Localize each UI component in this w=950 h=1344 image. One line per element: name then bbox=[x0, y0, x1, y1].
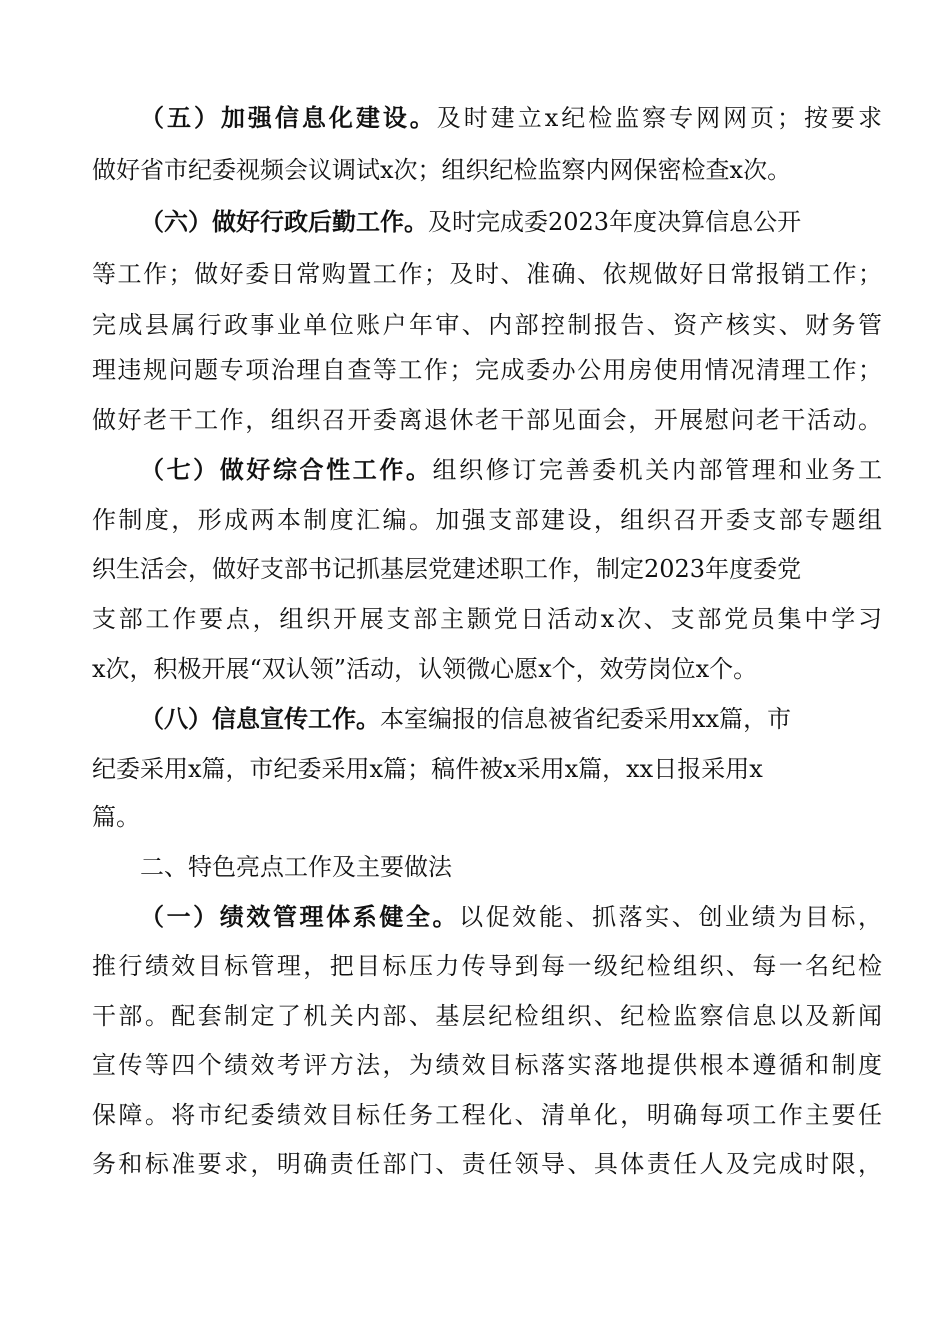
section-7-line-3: 织生活会，做好支部书记抓基层党建述职工作，制定2023年度委党 bbox=[92, 555, 802, 583]
section-8-line-2: 纪委采用x篇，市纪委采用x篇；稿件被x采用x篇，xx日报采用x bbox=[92, 755, 763, 783]
section-7-line-5: x次，积极开展“双认领”活动，认领微心愿x个，效劳岗位x个。 bbox=[92, 655, 758, 683]
section-1-text: 以促效能、抓落实、创业绩为目标， bbox=[459, 903, 882, 931]
section-1-heading: （一）绩效管理体系健全。 bbox=[140, 903, 460, 931]
section-6-line-1 bbox=[140, 207, 882, 237]
section-1-line-5: 保障。将市纪委绩效目标任务工程化、清单化，明确每项工作主要任 bbox=[92, 1101, 882, 1129]
section-6-text: 及时完成委2023年度决算信息公开 bbox=[428, 208, 802, 236]
section-1-line-4: 宣传等四个绩效考评方法，为绩效目标落实落地提供根本遵循和制度 bbox=[92, 1051, 882, 1079]
section-7-line-4: 支部工作要点，组织开展支部主颢党日活动x次、支部党员集中学习 bbox=[92, 605, 882, 633]
section-6-line-2: 等工作；做好委日常购置工作；及时、准确、依规做好日常报销工作； bbox=[92, 260, 882, 288]
section-6-heading: （六）做好行政后勤工作。 bbox=[140, 208, 428, 236]
section-8-text: 本室编报的信息被省纪委采用xx篇，市 bbox=[380, 705, 792, 733]
section-8-line-3: 篇。 bbox=[92, 803, 140, 831]
section-1-line-1 bbox=[140, 902, 882, 932]
section-7-line-2: 作制度，形成两本制度汇编。加强支部建设，组织召开委支部专题组 bbox=[92, 506, 882, 534]
section-5-line-2: 做好省市纪委视频会议调试x次；组织纪检监察内网保密检查x次。 bbox=[92, 156, 792, 184]
section-5-heading: （五）加强信息化建设。 bbox=[140, 104, 437, 132]
part-2-title: 二、特色亮点工作及主要做法 bbox=[140, 853, 452, 881]
section-6-line-5: 做好老干工作，组织召开委离退休老干部见面会，开展慰问老干活动。 bbox=[92, 406, 882, 434]
section-6-line-4: 理违规问题专项治理自查等工作；完成委办公用房使用情况清理工作； bbox=[92, 356, 882, 384]
section-1-line-3: 干部。配套制定了机关内部、基层纪检组织、纪检监察信息以及新闻 bbox=[92, 1002, 882, 1030]
section-8-heading: （八）信息宣传工作。 bbox=[140, 705, 380, 733]
section-1-line-6: 务和标准要求，明确责任部门、责任领导、具体责任人及完成时限， bbox=[92, 1150, 882, 1178]
section-7-line-1 bbox=[140, 455, 882, 485]
section-7-heading: （七）做好综合性工作。 bbox=[140, 456, 433, 484]
section-1-line-2: 推行绩效目标管理，把目标压力传导到每一级纪检组织、每一名纪检 bbox=[92, 952, 882, 980]
section-6-line-3: 完成县属行政事业单位账户年审、内部控制报告、资产核实、财务管 bbox=[92, 311, 882, 339]
section-5-line-1 bbox=[140, 103, 882, 133]
section-7-text: 组织修订完善委机关内部管理和业务工 bbox=[432, 456, 882, 484]
section-5-text: 及时建立x纪检监察专网网页；按要求 bbox=[436, 104, 882, 132]
section-8-line-1 bbox=[140, 704, 882, 734]
